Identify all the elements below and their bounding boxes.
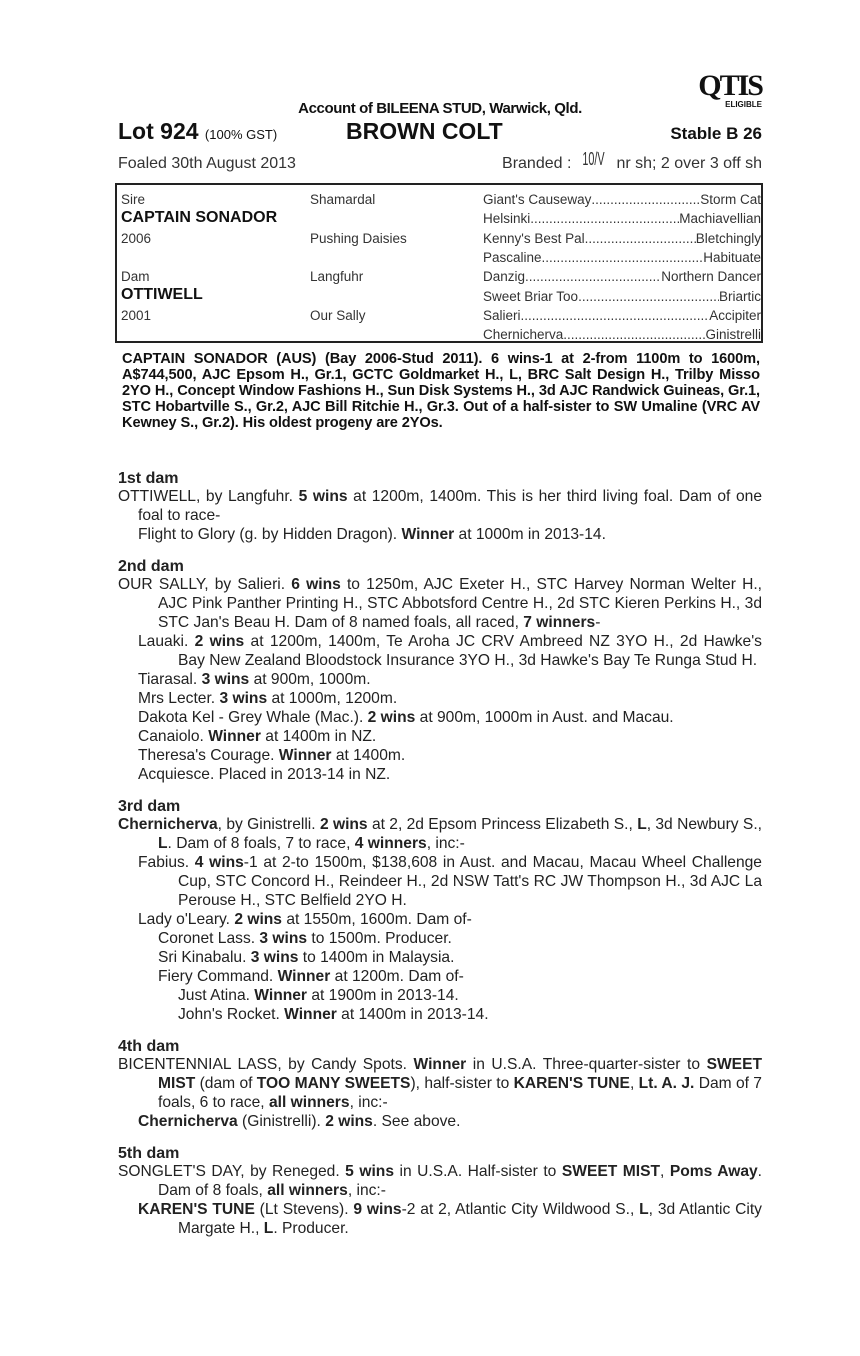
bold-text: 9 wins (353, 1201, 402, 1218)
bold-text: L (263, 1220, 274, 1237)
text: OTTIWELL, by Langfuhr. (118, 488, 299, 505)
section-heading: 2nd dam (118, 558, 184, 575)
text: , inc:- (426, 835, 465, 852)
text: John's Rocket. (178, 1006, 285, 1023)
section-heading: 1st dam (118, 470, 179, 487)
produce-entry (118, 910, 762, 929)
text: Fabius. (138, 854, 195, 871)
text: , inc:- (349, 1094, 388, 1111)
bold-text: 2 wins (367, 709, 416, 726)
dam-dam: Our Sally (310, 308, 366, 323)
text: , 3d Newbury S., (646, 816, 762, 833)
bold-text: Winner (278, 747, 332, 764)
ancestor-name: Sweet Briar Too (483, 288, 579, 304)
gst-note: (100% GST) (204, 127, 278, 142)
ancestor-name: Kenny's Best Pal (483, 230, 585, 246)
dam-sire: Langfuhr (310, 269, 364, 284)
ancestor-name: Salieri (483, 307, 521, 323)
ancestor-name: Danzig (483, 269, 526, 285)
dam-label: Dam (121, 269, 150, 284)
produce-entry (118, 986, 762, 1005)
text: Sri Kinabalu. (158, 949, 251, 966)
text: Flight to Glory (g. by Hidden Dragon). (138, 526, 402, 543)
pedigree-ancestor-row (483, 250, 761, 265)
text: Lauaki. (138, 633, 195, 650)
text: at 1000m, 1200m. (267, 690, 398, 707)
bold-text: Winner (254, 987, 307, 1004)
sire-year: 2006 (121, 231, 152, 246)
logo-text: QTIS (698, 69, 762, 102)
text: Tiarasal. (138, 671, 202, 688)
bold-text: L (158, 835, 168, 852)
bold-text: Lt. A. J. (638, 1075, 695, 1092)
dam-section (118, 470, 762, 544)
leader-dots (530, 211, 679, 226)
text: to 1250m, AJC Exeter H., STC Harvey Norman Welter H., AJC Pink Panther Printing H., STC Abbotsford Centre H., 2d STC Kieren Perkins H., 3d STC Jan's Beau H. Dam of 8 named foals, all raced, (158, 576, 762, 631)
dam-section (118, 798, 762, 1024)
pedigree-ancestor-row (483, 269, 761, 284)
text: , inc:- (347, 1182, 386, 1199)
text: at 1200m, 1400m. This is her third living foal. Dam of one foal to race- (138, 488, 762, 524)
produce-entry (118, 967, 762, 986)
bold-text: 2 wins (325, 1113, 373, 1130)
leader-dots (585, 231, 696, 246)
pedigree-ancestor-row (483, 192, 761, 207)
section-heading: 4th dam (118, 1038, 180, 1055)
bold-text: KAREN'S TUNE (138, 1201, 255, 1218)
ancestor-sire: Storm Cat (700, 192, 761, 207)
bold-text: Winner (401, 526, 455, 543)
section-heading: 5th dam (118, 1145, 180, 1162)
text: in U.S.A. Three-quarter-sister to (466, 1056, 707, 1073)
bold-text: Winner (277, 968, 331, 985)
section-heading: 3rd dam (118, 798, 181, 815)
bold-text: Chernicherva (118, 816, 218, 833)
family-notes (118, 470, 762, 1252)
produce-entry (118, 948, 762, 967)
text: BICENTENNIAL LASS, by Candy Spots. (118, 1056, 414, 1073)
ancestor-sire: Bletchingly (695, 230, 761, 246)
text: at 1000m in 2013-14. (454, 526, 606, 543)
produce-entry (118, 670, 762, 689)
stable-location: Stable B 26 (670, 124, 762, 143)
bold-text: KAREN'S TUNE (513, 1075, 630, 1092)
ancestor-name: Giant's Causeway (483, 192, 592, 207)
text: , (629, 1075, 639, 1092)
text: at 1550m, 1600m. Dam of- (281, 911, 472, 928)
ancestor-sire: Ginistrelli (705, 327, 761, 343)
text: . Producer. (273, 1220, 349, 1237)
dam-section (118, 1145, 762, 1238)
produce-entry (118, 487, 762, 525)
text: Just Atina. (178, 987, 255, 1004)
text: Lady o'Leary. (138, 911, 235, 928)
dam-section (118, 1038, 762, 1131)
produce-entry (118, 525, 762, 544)
dam-section (118, 558, 762, 784)
ancestor-sire: Briartic (718, 288, 761, 304)
text: , 3d Atlantic City Margate H., (178, 1201, 762, 1237)
foaled-date: Foaled 30th August 2013 (118, 155, 296, 172)
sire-dam: Pushing Daisies (310, 231, 407, 246)
text: to 1400m in Malaysia. (298, 949, 455, 966)
bold-text: SWEET MIST (561, 1163, 661, 1180)
text: at 1400m in NZ. (260, 728, 377, 745)
bold-text: 5 wins (298, 488, 348, 505)
text: at 1400m. (331, 747, 406, 764)
text: Theresa's Courage. (138, 747, 279, 764)
qtis-eligible-logo (686, 69, 762, 110)
text: Dakota Kel - Grey Whale (Mac.). (138, 709, 368, 726)
ancestor-sire: Accipiter (709, 307, 761, 323)
bold-text: all winners (267, 1182, 348, 1199)
pedigree-ancestor-row (483, 289, 761, 304)
text: Fiery Command. (158, 968, 278, 985)
text: -1 at 2-to 1500m, $138,608 in Aust. and Macau, Macau Wheel Challenge Cup, STC Concord H., Reindeer H., 2d NSW Tatt's RC JW Thompson H., 3d AJC La Perouse H., STC Belfield 2YO H. (178, 854, 762, 909)
bold-text: Poms Away (669, 1163, 758, 1180)
produce-entry (118, 1055, 762, 1112)
ancestor-sire: Northern Dancer (661, 269, 761, 285)
bold-text: 6 wins (291, 576, 341, 593)
produce-entry (118, 1112, 762, 1131)
produce-entry (118, 1005, 762, 1024)
bold-text: Winner (413, 1056, 467, 1073)
lot-description: BROWN COLT (346, 118, 503, 144)
bold-text: Winner (284, 1006, 337, 1023)
pedigree-ancestor-row (483, 211, 761, 226)
produce-entry (118, 1200, 762, 1238)
leader-dots (591, 192, 700, 207)
bold-text: all winners (268, 1094, 350, 1111)
ancestor-name: Pascaline (483, 249, 542, 265)
text: at 2, 2d Epsom Princess Elizabeth S., (367, 816, 638, 833)
produce-entry (118, 689, 762, 708)
vendor-account: Account of BILEENA STUD, Warwick, Qld. (298, 100, 582, 117)
text: , by Ginistrelli. (217, 816, 320, 833)
text: (Ginistrelli). (237, 1113, 326, 1130)
bold-text: 4 winners (354, 835, 427, 852)
text: to 1500m. Producer. (307, 930, 452, 947)
text: (dam of (195, 1075, 257, 1092)
text: , (660, 1163, 670, 1180)
bold-text: 3 wins (259, 930, 308, 947)
produce-entry (118, 853, 762, 910)
sire-sire: Shamardal (310, 192, 376, 207)
text: at 900m, 1000m. (249, 671, 371, 688)
branded-label: Branded : (502, 155, 572, 172)
text: at 1900m in 2013-14. (307, 987, 459, 1004)
produce-entry (118, 708, 762, 727)
bold-text: 3 wins (201, 671, 250, 688)
bold-text: 3 wins (219, 690, 268, 707)
produce-entry (118, 815, 762, 853)
bold-text: Chernicherva (138, 1113, 238, 1130)
ancestor-name: Chernicherva (483, 327, 564, 343)
ancestor-sire: Machiavellian (679, 211, 761, 227)
produce-entry (118, 765, 762, 784)
bold-text: L (639, 1201, 649, 1218)
bold-text: 3 wins (250, 949, 299, 966)
leader-dots (525, 269, 661, 284)
text: in U.S.A. Half-sister to (394, 1163, 562, 1180)
text: at 1200m. Dam of- (330, 968, 464, 985)
produce-entry (118, 632, 762, 670)
bold-text: TOO MANY SWEETS (256, 1075, 411, 1092)
dam-name: OTTIWELL (121, 286, 203, 303)
leader-dots (542, 250, 704, 265)
text: Dam of 7 foals, 6 to race, (158, 1075, 762, 1111)
text: ), half-sister to (410, 1075, 514, 1092)
text: Mrs Lecter. (138, 690, 220, 707)
text: SONGLET'S DAY, by Reneged. (118, 1163, 346, 1180)
bold-text: 7 winners (523, 614, 596, 631)
text: - (595, 614, 601, 631)
pedigree-ancestor-row (483, 308, 761, 323)
produce-entry (118, 727, 762, 746)
bold-text: 2 wins (319, 816, 368, 833)
bold-text: 4 wins (194, 854, 244, 871)
sire-summary: CAPTAIN SONADOR (AUS) (Bay 2006-Stud 2011). 6 wins-1 at 2-from 1100m to 1600m, A$744,500, AJC Epsom H., Gr.1, GCTC Goldmarket H., L, BRC Salt Design H., Trilby Misso 2YO H., Concept Window Fashions H., Sun Disk Systems H., 3d AJC Randwick Guineas, Gr.1, STC Hobartville S., Gr.2, AJC Bill Ritchie H., Gr.3. Out of a half-sister to SW Umaline (VRC AV Kewney S., Gr.2). His oldest progeny are 2YOs. (122, 351, 760, 431)
produce-entry (118, 929, 762, 948)
bold-text: SWEET MIST (158, 1056, 763, 1092)
produce-entry (118, 746, 762, 765)
text: Acquiesce. Placed in 2013-14 in NZ. (138, 766, 391, 783)
sire-label: Sire (121, 192, 146, 207)
text: OUR SALLY, by Salieri. (118, 576, 292, 593)
text: at 1200m, 1400m, Te Aroha JC CRV Ambreed NZ 3YO H., 2d Hawke's Bay New Zealand Bloodstock Insurance 3YO H., 3d Hawke's Bay Te Runga Stud H. (178, 633, 762, 669)
text: . See above. (372, 1113, 461, 1130)
pedigree-ancestor-row (483, 327, 761, 342)
text: -2 at 2, Atlantic City Wildwood S., (401, 1201, 640, 1218)
bold-text: 2 wins (234, 911, 282, 928)
leader-dots (521, 308, 710, 323)
logo-subtext: ELIGIBLE (725, 100, 762, 109)
lot-label: Lot 924 (118, 118, 199, 144)
text: at 900m, 1000m in Aust. and Macau. (415, 709, 674, 726)
ancestor-sire: Habituate (703, 249, 761, 265)
text: Coronet Lass. (158, 930, 260, 947)
brand-info (502, 149, 762, 176)
produce-entry (118, 1162, 762, 1200)
text: at 1400m in 2013-14. (336, 1006, 489, 1023)
ancestor-name: Helsinki (483, 211, 531, 227)
lot-number (118, 118, 277, 145)
text: Canaiolo. (138, 728, 209, 745)
text: . Dam of 8 foals, 7 to race, (167, 835, 355, 852)
brand-mark: 10/V (582, 149, 606, 169)
pedigree-table (115, 183, 763, 343)
produce-entry (118, 575, 762, 632)
leader-dots (563, 327, 705, 342)
bold-text: Winner (208, 728, 261, 745)
leader-dots (578, 289, 719, 304)
text: . Dam of 8 foals, (158, 1163, 763, 1199)
brand-detail: nr sh; 2 over 3 off sh (616, 155, 762, 172)
text: (Lt Stevens). (254, 1201, 354, 1218)
sire-name: CAPTAIN SONADOR (121, 209, 278, 226)
pedigree-ancestor-row (483, 231, 761, 246)
bold-text: 2 wins (194, 633, 245, 650)
bold-text: L (637, 816, 647, 833)
dam-year: 2001 (121, 308, 152, 323)
bold-text: 5 wins (345, 1163, 394, 1180)
